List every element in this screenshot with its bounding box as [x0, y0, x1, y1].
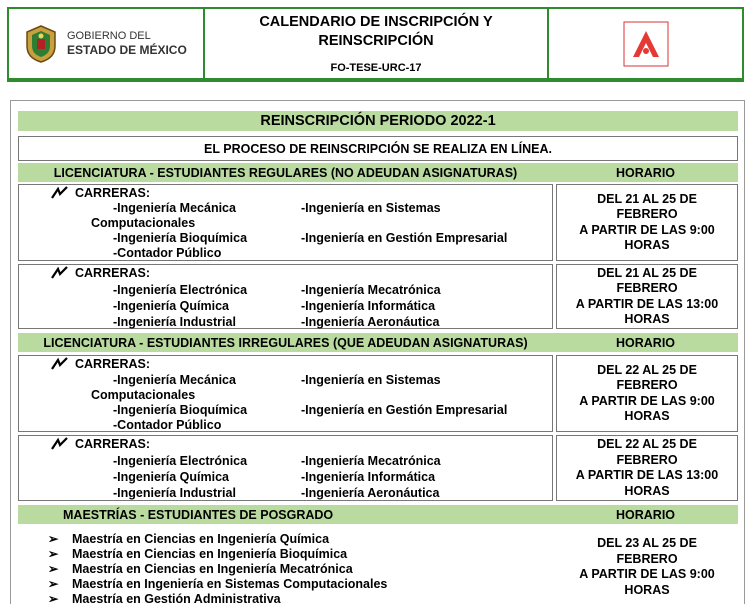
- career-group: [18, 435, 738, 501]
- career-item: -Ingeniería Bioquímica: [113, 403, 248, 417]
- career-item: -Ingeniería Mecánica: [113, 373, 236, 387]
- career-item: -Ingeniería en Gestión Empresarial: [301, 231, 508, 245]
- arrow-bullet-icon: ➢: [48, 547, 59, 561]
- career-item: -Ingeniería Informática: [301, 470, 436, 484]
- masters-item: Maestría en Ciencias en Ingeniería Bioquímica: [72, 547, 348, 561]
- tese-logo-icon: [623, 21, 669, 67]
- career-item: -Ingeniería Aeronáutica: [301, 486, 440, 500]
- careers-cell: [18, 184, 553, 261]
- schedule-line: A PARTIR DE LAS 9:00: [579, 222, 715, 237]
- section-title: MAESTRÍAS - ESTUDIANTES DE POSGRADO: [63, 507, 334, 522]
- schedule-line: A PARTIR DE LAS 13:00: [575, 468, 719, 482]
- career-item: -Ingeniería Informática: [301, 299, 436, 313]
- schedule-line: FEBRERO: [616, 378, 678, 392]
- schedule-line: HORAS: [624, 238, 670, 252]
- list-item: [48, 546, 347, 561]
- career-item: Computacionales: [91, 388, 196, 402]
- schedule-line: DEL 21 AL 25 DE: [597, 265, 697, 280]
- arrow-bullet-icon: ➢: [48, 577, 59, 591]
- masters-list: [18, 526, 553, 604]
- careers-label: CARRERAS:: [75, 357, 150, 371]
- career-item: -Ingeniería Electrónica: [113, 454, 248, 468]
- pen-icon: [51, 186, 69, 200]
- career-item: -Ingeniería en Gestión Empresarial: [301, 403, 508, 417]
- estado-mexico-emblem-icon: [23, 24, 59, 64]
- section-title: LICENCIATURA - ESTUDIANTES REGULARES (NO ADEUDAN ASIGNATURAS): [53, 165, 518, 180]
- career-item: -Ingeniería Electrónica: [113, 283, 248, 297]
- schedule-cell: [556, 264, 738, 329]
- career-item: -Ingeniería en Sistemas: [301, 201, 441, 215]
- schedule-line: FEBRERO: [616, 207, 678, 221]
- pen-icon: [51, 437, 69, 451]
- schedule-line: FEBRERO: [616, 281, 678, 295]
- career-group: [18, 264, 738, 329]
- careers-cell: [18, 264, 553, 329]
- schedule-line: FEBRERO: [616, 551, 678, 566]
- schedule-cell: [556, 526, 738, 604]
- list-item: [48, 591, 281, 604]
- form-code: FO-TESE-URC-17: [330, 62, 422, 74]
- gobierno-line-2: ESTADO DE MÉXICO: [67, 43, 187, 57]
- career-item: -Ingeniería Mecánica: [113, 201, 236, 215]
- title-line-1: CALENDARIO DE INSCRIPCIÓN Y: [259, 14, 493, 30]
- career-item: -Ingeniería Química: [113, 470, 230, 484]
- schedule-line: A PARTIR DE LAS 13:00: [575, 296, 719, 311]
- list-item: [48, 531, 329, 546]
- pen-icon: [51, 357, 69, 371]
- gobierno-logo-cell: [9, 9, 205, 78]
- title-cell: [205, 9, 549, 78]
- masters-item: Maestría en Ciencias en Ingeniería Mecatrónica: [72, 562, 353, 576]
- careers-label: CARRERAS:: [75, 437, 150, 451]
- section-title: LICENCIATURA - ESTUDIANTES IRREGULARES (QUE ADEUDAN ASIGNATURAS): [43, 335, 528, 350]
- careers-cell: [18, 435, 553, 501]
- section-header-maestrias: [18, 505, 738, 524]
- gobierno-line-1: GOBIERNO DEL: [67, 30, 151, 42]
- gobierno-text: [67, 29, 187, 58]
- career-item: -Ingeniería Aeronáutica: [301, 315, 440, 329]
- schedule-line: A PARTIR DE LAS 9:00: [579, 567, 715, 581]
- pen-icon: [51, 266, 69, 280]
- schedule-line: DEL 21 AL 25 DE: [597, 191, 697, 206]
- schedule-line: HORAS: [624, 582, 670, 597]
- list-item: [48, 561, 353, 576]
- list-item: [48, 576, 387, 591]
- arrow-bullet-icon: ➢: [48, 562, 59, 576]
- section-header-regulares: [18, 163, 738, 182]
- document-title: [205, 13, 547, 51]
- online-note: EL PROCESO DE REINSCRIPCIÓN SE REALIZA EN LÍNEA.: [18, 136, 738, 161]
- schedule-line: HORAS: [624, 312, 670, 326]
- schedule-column-label: HORARIO: [615, 165, 676, 180]
- careers-label: CARRERAS:: [75, 266, 150, 280]
- career-item: -Ingeniería Mecatrónica: [301, 283, 441, 297]
- section-header-irregulares: [18, 333, 738, 352]
- career-group: [18, 355, 738, 432]
- schedule-cell: [556, 435, 738, 501]
- career-item: -Ingeniería Industrial: [113, 315, 236, 329]
- masters-item: Maestría en Ciencias en Ingeniería Química: [72, 532, 330, 546]
- career-item: -Contador Público: [113, 418, 222, 432]
- career-group: [18, 184, 738, 261]
- schedule-line: FEBRERO: [616, 452, 678, 467]
- schedule-line: DEL 23 AL 25 DE: [597, 536, 697, 550]
- schedule-line: A PARTIR DE LAS 9:00: [579, 393, 715, 408]
- title-line-2: REINSCRIPCIÓN: [318, 33, 434, 49]
- schedule-table: [10, 100, 745, 604]
- schedule-column-label: HORARIO: [615, 335, 676, 350]
- career-item: -Ingeniería Industrial: [113, 486, 236, 500]
- schedule-line: HORAS: [624, 409, 670, 423]
- schedule-line: DEL 22 AL 25 DE: [597, 362, 697, 377]
- masters-group: [18, 526, 738, 604]
- period-title: REINSCRIPCIÓN PERIODO 2022-1: [18, 111, 738, 131]
- tese-logo-cell: [549, 9, 742, 78]
- masters-item: Maestría en Gestión Administrativa: [72, 592, 281, 604]
- career-item: -Contador Público: [113, 246, 222, 260]
- career-item: -Ingeniería Mecatrónica: [301, 454, 441, 468]
- schedule-line: DEL 22 AL 25 DE: [597, 437, 697, 451]
- careers-cell: [18, 355, 553, 432]
- masters-item: Maestría en Ingeniería en Sistemas Computacionales: [72, 577, 388, 591]
- careers-label: CARRERAS:: [75, 186, 150, 200]
- arrow-bullet-icon: ➢: [48, 592, 59, 604]
- career-item: Computacionales: [91, 216, 196, 230]
- career-item: -Ingeniería en Sistemas: [301, 373, 441, 387]
- schedule-column-label: HORARIO: [615, 507, 676, 522]
- arrow-bullet-icon: ➢: [48, 532, 59, 546]
- career-item: -Ingeniería Bioquímica: [113, 231, 248, 245]
- career-item: -Ingeniería Química: [113, 299, 230, 313]
- schedule-cell: [556, 184, 738, 261]
- header-underline: [7, 78, 744, 82]
- schedule-line: HORAS: [624, 483, 670, 498]
- schedule-cell: [556, 355, 738, 432]
- document-header: [7, 7, 744, 80]
